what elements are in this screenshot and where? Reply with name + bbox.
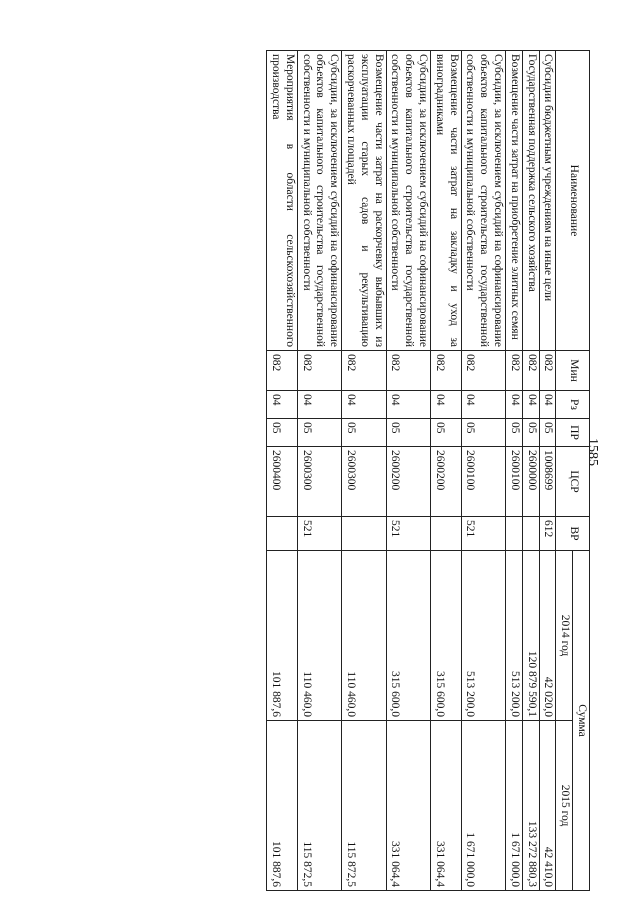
budget-table: [266, 50, 590, 891]
table-row: [461, 51, 505, 891]
cell-pr: 05: [386, 419, 430, 447]
table-body: [267, 51, 556, 891]
cell-name: Субсидии, за исключением субсидий на софинансирование объектов капитального строительства государственной собственности и муниципальной собственности: [386, 51, 430, 351]
header-rz: Рз: [556, 391, 590, 419]
cell-vr: 612: [539, 517, 556, 551]
cell-csr: 2600300: [342, 447, 386, 517]
header-sum: Сумма: [573, 551, 590, 891]
cell-2014: 120 879 590,1: [522, 551, 539, 721]
cell-name: Мероприятия в области сельскохозяйственного производства: [267, 51, 298, 351]
cell-vr: 521: [386, 517, 430, 551]
cell-rz: 04: [297, 391, 341, 419]
cell-2015: 133 272 880,3: [522, 721, 539, 891]
header-name: Наименование: [556, 51, 590, 351]
cell-name: Субсидии, за исключением субсидий на софинансирование объектов капитального строительства государственной собственности и муниципальной собственности: [461, 51, 505, 351]
cell-pr: 05: [539, 419, 556, 447]
cell-rz: 04: [342, 391, 386, 419]
rotated-table-container: [50, 50, 590, 890]
cell-min: 082: [297, 351, 341, 391]
cell-csr: 1008699: [539, 447, 556, 517]
cell-2015: 331 064,4: [386, 721, 430, 891]
cell-name: Субсидии бюджетным учреждениям на иные цели: [539, 51, 556, 351]
cell-2015: 115 872,5: [342, 721, 386, 891]
cell-2015: 331 064,4: [431, 721, 462, 891]
cell-2015: 42 410,0: [539, 721, 556, 891]
cell-vr: [267, 517, 298, 551]
cell-rz: 04: [386, 391, 430, 419]
header-min: Мин: [556, 351, 590, 391]
cell-min: 082: [342, 351, 386, 391]
cell-2015: 1 671 000,0: [461, 721, 505, 891]
cell-min: 082: [506, 351, 523, 391]
table-row: [522, 51, 539, 891]
cell-2015: 101 887,6: [267, 721, 298, 891]
cell-pr: 05: [297, 419, 341, 447]
cell-name: Возмещение части затрат на раскорчевку выбывших из эксплуатации старых садов и рекультивацию раскорчеванных площадей: [342, 51, 386, 351]
cell-2014: 110 460,0: [297, 551, 341, 721]
cell-2014: 101 887,6: [267, 551, 298, 721]
cell-csr: 2600300: [297, 447, 341, 517]
cell-csr: 2600100: [506, 447, 523, 517]
cell-2015: 115 872,5: [297, 721, 341, 891]
header-pr: ПР: [556, 419, 590, 447]
cell-csr: 2600400: [267, 447, 298, 517]
table-row: [267, 51, 298, 891]
table-row: [342, 51, 386, 891]
cell-rz: 04: [506, 391, 523, 419]
header-2014: 2014 год: [556, 551, 573, 721]
cell-name: Государственная поддержка сельского хозяйства: [522, 51, 539, 351]
header-csr: ЦСР: [556, 447, 590, 517]
table-row: [297, 51, 341, 891]
cell-2014: 315 600,0: [386, 551, 430, 721]
cell-min: 082: [539, 351, 556, 391]
page-number: 1585: [585, 438, 600, 466]
cell-rz: 04: [461, 391, 505, 419]
cell-min: 082: [461, 351, 505, 391]
cell-name: Возмещение части затрат на закладку и уход за виноградниками: [431, 51, 462, 351]
cell-vr: [342, 517, 386, 551]
cell-pr: 05: [431, 419, 462, 447]
cell-pr: 05: [506, 419, 523, 447]
cell-2014: 315 600,0: [431, 551, 462, 721]
table-row: [539, 51, 556, 891]
table-row: [386, 51, 430, 891]
cell-csr: 2600200: [386, 447, 430, 517]
cell-vr: [506, 517, 523, 551]
cell-pr: 05: [522, 419, 539, 447]
cell-vr: [522, 517, 539, 551]
cell-csr: 2600200: [431, 447, 462, 517]
cell-2015: 1 671 000,0: [506, 721, 523, 891]
cell-2014: 513 200,0: [506, 551, 523, 721]
cell-2014: 513 200,0: [461, 551, 505, 721]
cell-pr: 05: [342, 419, 386, 447]
cell-vr: [431, 517, 462, 551]
cell-min: 082: [522, 351, 539, 391]
cell-rz: 04: [539, 391, 556, 419]
cell-min: 082: [386, 351, 430, 391]
cell-2014: 110 460,0: [342, 551, 386, 721]
cell-pr: 05: [267, 419, 298, 447]
cell-name: Возмещение части затрат на приобретение элитных семян: [506, 51, 523, 351]
cell-csr: 2600000: [522, 447, 539, 517]
cell-rz: 04: [267, 391, 298, 419]
cell-min: 082: [431, 351, 462, 391]
cell-vr: 521: [297, 517, 341, 551]
table-row: [506, 51, 523, 891]
cell-pr: 05: [461, 419, 505, 447]
cell-2014: 42 020,0: [539, 551, 556, 721]
table-row: [431, 51, 462, 891]
cell-min: 082: [267, 351, 298, 391]
cell-csr: 2600100: [461, 447, 505, 517]
cell-rz: 04: [522, 391, 539, 419]
cell-name: Субсидии, за исключением субсидий на софинансирование объектов капитального строительства государственной собственности и муниципальной собственности: [297, 51, 341, 351]
header-2015: 2015 год: [556, 721, 573, 891]
cell-rz: 04: [431, 391, 462, 419]
header-vr: ВР: [556, 517, 590, 551]
cell-vr: 521: [461, 517, 505, 551]
